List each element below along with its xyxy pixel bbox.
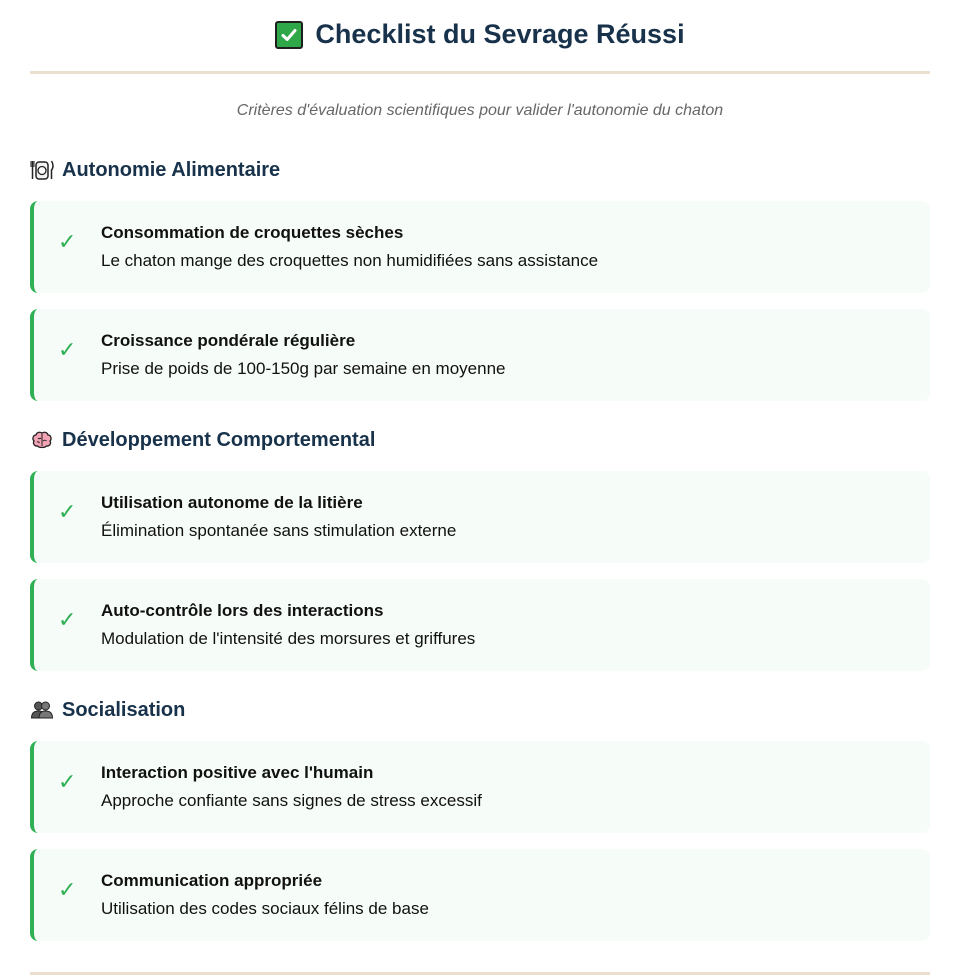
- people-icon: [30, 698, 54, 722]
- section-title: Développement Comportemental: [62, 428, 376, 451]
- checklist-item: [30, 201, 930, 293]
- section-title: Autonomie Alimentaire: [62, 158, 281, 181]
- checklist-page: [30, 0, 930, 941]
- item-description: Le chaton mange des croquettes non humidifiées sans assistance: [101, 251, 599, 270]
- item-description: Élimination spontanée sans stimulation externe: [101, 521, 457, 540]
- page-header: [30, 0, 930, 74]
- check-icon: ✓: [58, 499, 77, 524]
- checklist-item: [30, 741, 930, 833]
- item-title: Utilisation autonome de la litière: [101, 493, 363, 512]
- section-header-socialisation: [30, 695, 930, 725]
- check-icon: ✓: [58, 607, 77, 632]
- item-description: Modulation de l'intensité des morsures et griffures: [101, 629, 476, 648]
- item-title: Consommation de croquettes sèches: [101, 223, 404, 242]
- check-icon: ✓: [58, 337, 77, 362]
- page-title: Checklist du Sevrage Réussi: [315, 19, 685, 49]
- checklist-item: [30, 849, 930, 941]
- section-header-autonomie: [30, 155, 930, 185]
- item-description: Prise de poids de 100-150g par semaine en moyenne: [101, 359, 506, 378]
- checklist-item: [30, 471, 930, 563]
- check-box-icon: [275, 21, 303, 49]
- page-subtitle: Critères d'évaluation scientifiques pour valider l'autonomie du chaton: [236, 102, 724, 119]
- item-title: Interaction positive avec l'humain: [101, 763, 374, 782]
- item-title: Auto-contrôle lors des interactions: [101, 601, 384, 620]
- section-header-comportement: [30, 425, 930, 455]
- plate-cutlery-icon: [30, 158, 54, 182]
- item-title: Communication appropriée: [101, 871, 323, 890]
- brain-icon: [30, 428, 54, 452]
- section-title: Socialisation: [62, 698, 186, 721]
- check-icon: ✓: [58, 877, 77, 902]
- item-description: Utilisation des codes sociaux félins de base: [101, 899, 429, 918]
- bottom-divider: [30, 972, 930, 975]
- checklist-item: [30, 579, 930, 671]
- item-title: Croissance pondérale régulière: [101, 331, 356, 350]
- item-description: Approche confiante sans signes de stress excessif: [101, 791, 482, 810]
- check-icon: ✓: [58, 769, 77, 794]
- check-icon: ✓: [58, 229, 77, 254]
- checklist-item: [30, 309, 930, 401]
